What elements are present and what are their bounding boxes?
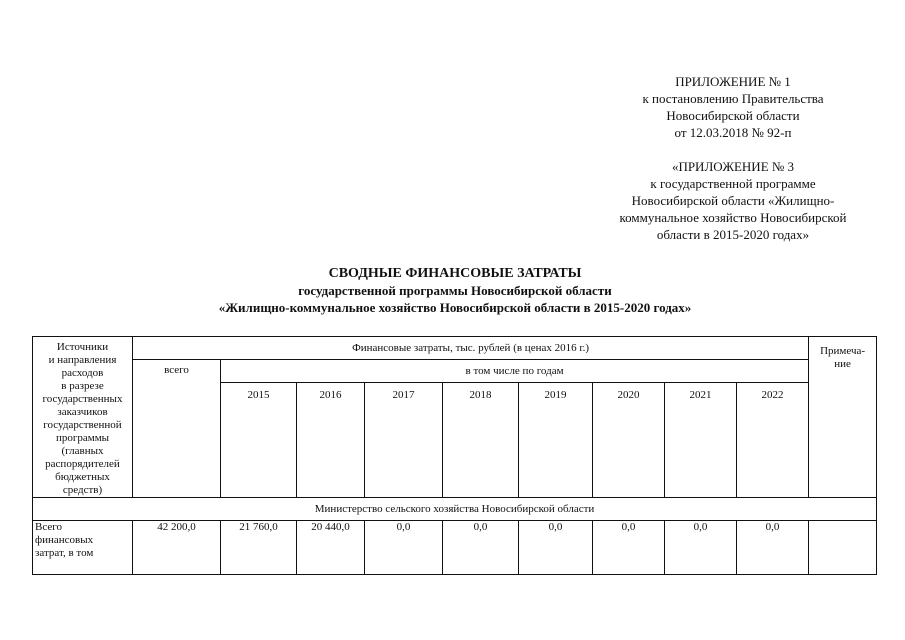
sources-header-line: и направления [48,354,117,366]
appendix-line: «ПРИЛОЖЕНИЕ № 3 [671,159,795,174]
year-value-cell: 0,0 [737,521,809,575]
financial-costs-table [32,336,877,575]
sources-header-line: (главных [61,445,104,457]
year-value-cell: 0,0 [519,521,593,575]
year-value-cell: 0,0 [593,521,665,575]
sources-header-line: программы [55,432,110,444]
document-title [60,265,850,316]
appendix-line: от 12.03.2018 № 92-п [674,125,792,140]
sources-header-line: распорядителей [45,458,120,470]
appendix-line: к государственной программе [650,176,816,191]
financial-costs-header: Финансовые затраты, тыс. рублей (в ценах 2016 г.) [133,337,809,360]
year-header: 2021 [665,383,737,498]
sources-header-line: средств) [62,484,103,496]
sources-header [33,337,133,498]
title-line-3: «Жилищно-коммунальное хозяйство Новосибирской области в 2015-2020 годах» [218,300,692,315]
year-header: 2016 [297,383,365,498]
total-header: всего [133,360,221,498]
sources-header-line: государственной [43,419,122,431]
year-header: 2018 [443,383,519,498]
row-label-line: Всего [35,521,62,533]
sources-header-line: расходов [61,367,104,379]
title-line-2: государственной программы Новосибирской области [298,283,612,298]
year-value-cell: 20 440,0 [297,521,365,575]
title-line-1: СВОДНЫЕ ФИНАНСОВЫЕ ЗАТРАТЫ [328,266,582,281]
year-value-cell: 21 760,0 [221,521,297,575]
ministry-section-row: Министерство сельского хозяйства Новосибирской области [33,498,877,521]
note-cell [809,521,877,575]
total-cell: 42 200,0 [133,521,221,575]
row-label-line: финансовых [35,534,94,546]
sources-header-line: государственных [42,393,123,405]
year-header: 2022 [737,383,809,498]
note-header-line: ние [834,358,851,370]
appendix-line: области в 2015-2020 годах» [656,227,810,242]
sources-header-line: в разрезе [61,380,104,392]
year-header: 2015 [221,383,297,498]
year-value-cell: 0,0 [443,521,519,575]
appendix-line: коммунальное хозяйство Новосибирской [619,210,847,225]
note-header [809,337,877,498]
year-value-cell: 0,0 [365,521,443,575]
appendix-block [578,73,888,243]
sources-header-line: Источники [56,341,109,353]
sources-header-line: заказчиков [57,406,108,418]
note-header-line: Примеча- [820,345,866,357]
year-header: 2020 [593,383,665,498]
table-row [33,521,877,575]
row-label [33,521,133,575]
appendix-line: Новосибирской области [666,108,800,123]
sources-header-line: бюджетных [55,471,110,483]
year-value-cell: 0,0 [665,521,737,575]
year-header: 2019 [519,383,593,498]
appendix-line: ПРИЛОЖЕНИЕ № 1 [675,74,791,89]
by-years-header: в том числе по годам [221,360,809,383]
appendix-line: к постановлению Правительства [642,91,824,106]
appendix-gap [578,141,888,158]
year-header: 2017 [365,383,443,498]
row-label-line: затрат, в том [35,547,94,559]
appendix-line: Новосибирской области «Жилищно- [631,193,835,208]
